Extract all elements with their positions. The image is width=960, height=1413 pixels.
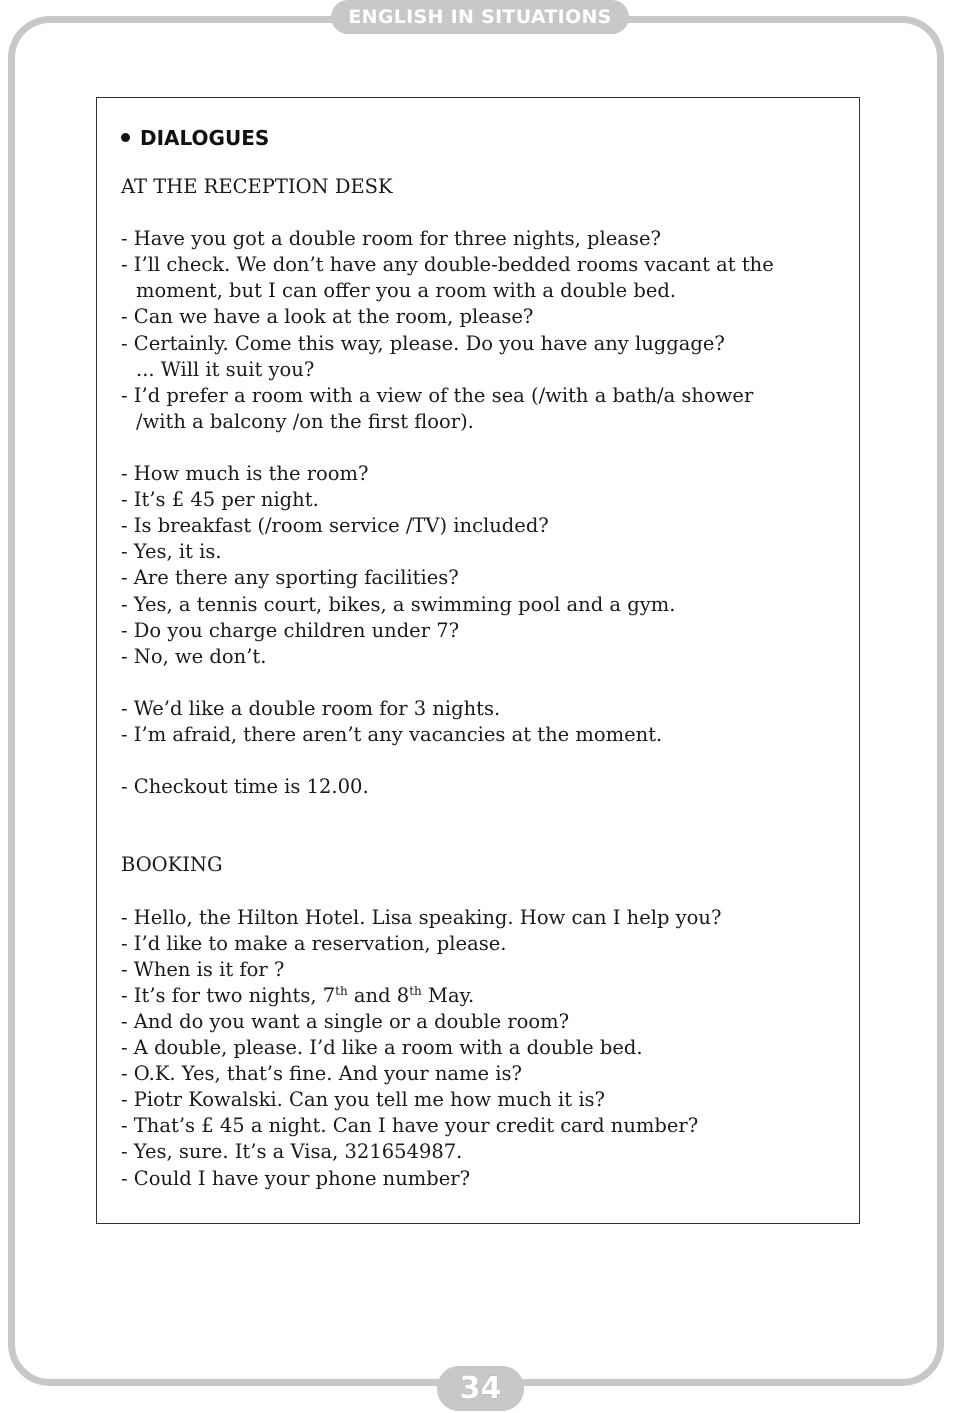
ordinal-suffix: th: [409, 983, 422, 998]
dialogue-line: - A double, please. I’d like a room with a double bed.: [121, 1036, 643, 1060]
dialogue-line: - I’d like to make a reservation, please.: [121, 931, 507, 955]
reception-title: AT THE RECEPTION DESK: [121, 175, 393, 198]
dialogue-line: - Checkout time is 12.00.: [121, 775, 369, 799]
dialogue-line: ... Will it suit you?: [136, 357, 315, 381]
dialogue-line: - That’s £ 45 a night. Can I have your credit card number?: [121, 1114, 699, 1138]
page-number: 34: [437, 1366, 524, 1411]
dialogue-line: - I’m afraid, there aren’t any vacancies at the moment.: [121, 722, 663, 746]
dialogue-line: - Have you got a double room for three nights, please?: [121, 227, 661, 251]
dialogue-line: - O.K. Yes, that’s fine. And your name is?: [121, 1062, 522, 1086]
dates-text-a: - It’s for two nights, 7: [121, 983, 336, 1007]
dialogue-line: - No, we don’t.: [121, 644, 267, 668]
dates-text-c: May.: [421, 983, 475, 1007]
dialogue-line: - Hello, the Hilton Hotel. Lisa speaking. How can I help you?: [121, 905, 722, 929]
dialogue-line: moment, but I can offer you a room with a double bed.: [136, 279, 677, 303]
dialogue-text: [121, 174, 841, 1192]
dialogue-box: [96, 97, 860, 1224]
section-heading-text: DIALOGUES: [140, 126, 270, 150]
dialogue-line: - Could I have your phone number?: [121, 1166, 471, 1190]
dialogue-line: - I’d prefer a room with a view of the sea (/with a bath/a shower: [121, 383, 754, 407]
dialogue-line: - Yes, a tennis court, bikes, a swimming pool and a gym.: [121, 592, 676, 616]
section-heading: [121, 126, 269, 150]
ordinal-suffix: th: [335, 983, 348, 998]
dates-text-b: and 8: [347, 983, 410, 1007]
dialogue-line: - Do you charge children under 7?: [121, 618, 460, 642]
dialogue-line: - Yes, it is.: [121, 540, 222, 564]
dialogue-line: - Are there any sporting facilities?: [121, 566, 459, 590]
booking-title: BOOKING: [121, 853, 223, 877]
dialogue-line: - We’d like a double room for 3 nights.: [121, 696, 501, 720]
book-title-tab: ENGLISH IN SITUATIONS: [331, 0, 629, 34]
dialogue-line: - Can we have a look at the room, please?: [121, 305, 534, 329]
dialogue-line: - Yes, sure. It’s a Visa, 321654987.: [121, 1140, 463, 1164]
dialogue-line: - How much is the room?: [121, 462, 369, 486]
dialogue-line: - And do you want a single or a double room?: [121, 1010, 570, 1033]
dialogue-line-dates: [121, 983, 841, 1009]
bullet-icon: [121, 133, 130, 142]
dialogue-line: - Piotr Kowalski. Can you tell me how much it is?: [121, 1088, 606, 1112]
dialogue-line: - When is it for ?: [121, 957, 285, 981]
dialogue-line: - It’s £ 45 per night.: [121, 488, 319, 512]
dialogue-line: - Is breakfast (/room service /TV) included?: [121, 514, 549, 538]
dialogue-line: - Certainly. Come this way, please. Do you have any luggage?: [121, 331, 725, 355]
dialogue-line: /with a balcony /on the first floor).: [136, 409, 474, 433]
dialogue-line: - I’ll check. We don’t have any double-bedded rooms vacant at the: [121, 253, 774, 277]
